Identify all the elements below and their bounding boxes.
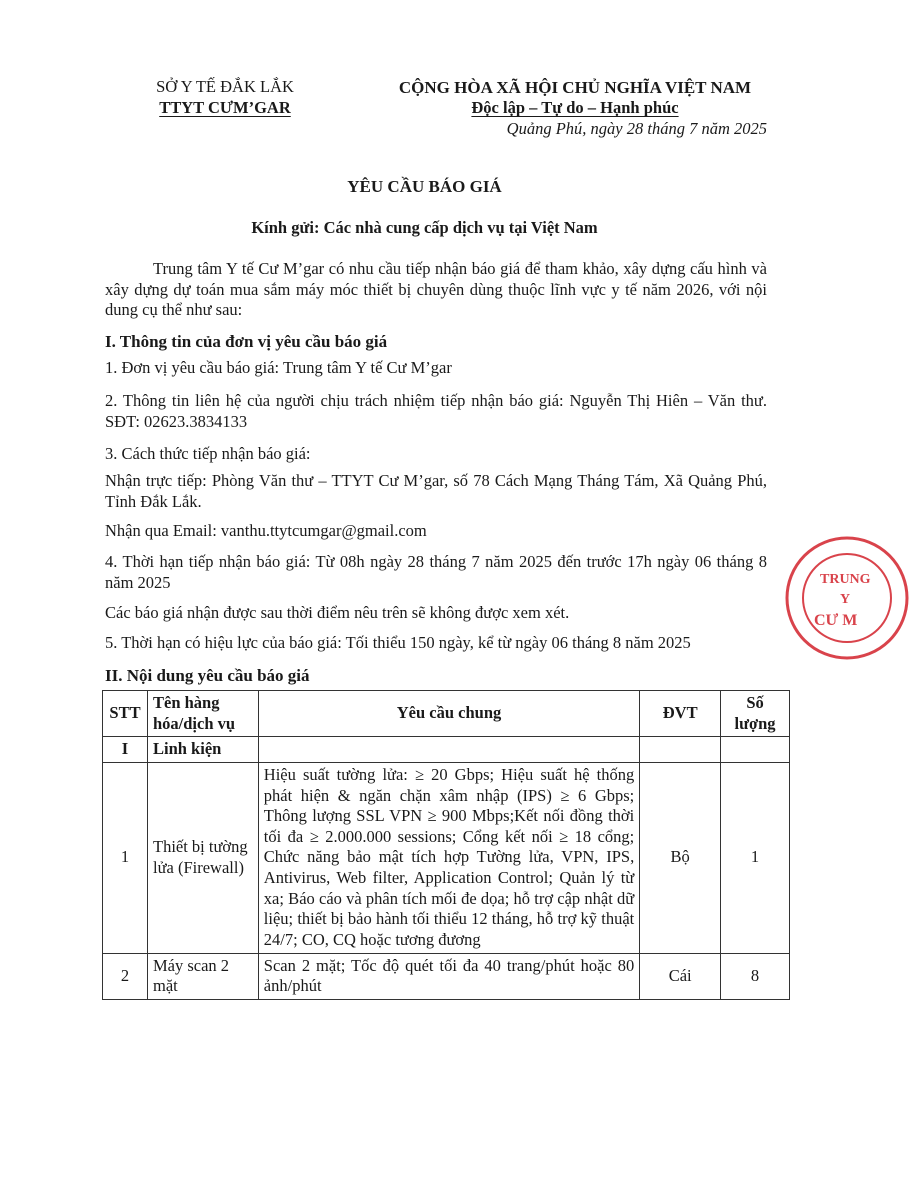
section-1-heading: I. Thông tin của đơn vị yêu cầu báo giá: [105, 332, 388, 351]
header-requirements: Yêu cầu chung: [258, 691, 639, 737]
document-title: YÊU CẦU BÁO GIÁ: [347, 177, 502, 196]
row-name: Thiết bị tường lửa (Firewall): [147, 762, 258, 953]
row-stt: 1: [103, 762, 148, 953]
header-quantity: Số lượng: [721, 691, 790, 737]
intro-paragraph: Trung tâm Y tế Cư M’gar có nhu cầu tiếp nhận báo giá để tham khảo, xây dựng cấu hình và xây dựng dự toán mua sắm máy móc thiết bị chuyên dùng thuộc lĩnh vực y tế năm 2026, với nội dung cụ thể như sau:: [105, 259, 767, 320]
national-motto: [375, 77, 775, 140]
agency-name-text: TTYT CƯM’GAR: [159, 97, 291, 117]
table-group-row: [103, 737, 790, 763]
date-place: Quảng Phú, ngày 28 tháng 7 năm 2025: [506, 118, 767, 138]
quote-request-table: [102, 690, 790, 1000]
agency-name: [110, 98, 340, 119]
group-req-empty: [258, 737, 639, 763]
table-row: [103, 953, 790, 999]
issuing-agency: [110, 77, 340, 118]
row-unit: Cái: [640, 953, 721, 999]
receive-direct: Nhận trực tiếp: Phòng Văn thư – TTYT Cư M’gar, số 78 Cách Mạng Tháng Tám, Xã Quảng Phú, Tỉnh Đắk Lắk.: [105, 471, 767, 511]
deadline-note: Các báo giá nhận được sau thời điểm nêu trên sẽ không được xem xét.: [105, 603, 570, 622]
nation-motto-text: Độc lập – Tự do – Hạnh phúc: [471, 98, 679, 118]
official-seal-stamp: [782, 533, 912, 663]
table-header-row: [103, 691, 790, 737]
row-requirements: Hiệu suất tường lửa: ≥ 20 Gbps; Hiệu suất hệ thống phát hiện & ngăn chặn xâm nhập (IPS) ≥ 6 Gbps; Thông lượng SSL VPN ≥ 900 Mbps;Kết nối đồng thời tối đa ≥ 2.000.000 sessions; Cổng kết nối ≥ 18 cổng; Chức năng bảo mật tích hợp Tường lửa, VPN, IPS, Antivirus, Web filter, Application Control; Quản lý từ xa; Báo cáo và phân tích mối đe dọa; hỗ trợ cập nhật dữ liệu; thiết bị bảo hành tối thiểu 12 tháng, hỗ trợ kỹ thuật 24/7; CO, CQ hoặc tương đương: [258, 762, 639, 953]
row-unit: Bộ: [640, 762, 721, 953]
header-name: Tên hàng hóa/dịch vụ: [147, 691, 258, 737]
group-stt: I: [103, 737, 148, 763]
section-2-heading: II. Nội dung yêu cầu báo giá: [105, 666, 310, 685]
receive-email: Nhận qua Email: vanthu.ttytcumgar@gmail.com: [105, 521, 427, 540]
validity-period: 5. Thời hạn có hiệu lực của báo giá: Tối thiểu 150 ngày, kể từ ngày 06 tháng 8 năm 2025: [105, 633, 691, 652]
agency-parent: SỞ Y TẾ ĐẮK LẮK: [156, 77, 294, 96]
receiving-deadline: 4. Thời hạn tiếp nhận báo giá: Từ 08h ngày 28 tháng 7 năm 2025 đến trước 17h ngày 06 tháng 8 năm 2025: [105, 552, 767, 592]
row-name: Máy scan 2 mặt: [147, 953, 258, 999]
row-stt: 2: [103, 953, 148, 999]
row-quantity: 8: [721, 953, 790, 999]
group-unit-empty: [640, 737, 721, 763]
stamp-text-mid: Y: [840, 592, 851, 607]
receiving-method: 3. Cách thức tiếp nhận báo giá:: [105, 444, 311, 463]
header-unit: ĐVT: [640, 691, 721, 737]
stamp-text-bottom: CƯ M: [814, 612, 858, 629]
contact-info: 2. Thông tin liên hệ của người chịu trách nhiệm tiếp nhận báo giá: Nguyễn Thị Hiên – Văn thư. SĐT: 02623.3834133: [105, 391, 767, 431]
requester-unit: 1. Đơn vị yêu cầu báo giá: Trung tâm Y tế Cư M’gar: [105, 358, 452, 377]
row-requirements: Scan 2 mặt; Tốc độ quét tối đa 40 trang/phút hoặc 80 ảnh/phút: [258, 953, 639, 999]
table-row: [103, 762, 790, 953]
greeting: Kính gửi: Các nhà cung cấp dịch vụ tại Việt Nam: [251, 218, 598, 237]
row-quantity: 1: [721, 762, 790, 953]
nation-title: CỘNG HÒA XÃ HỘI CHỦ NGHĨA VIỆT NAM: [398, 78, 752, 97]
header-stt: STT: [103, 691, 148, 737]
stamp-text-top: TRUNG: [820, 572, 871, 587]
group-qty-empty: [721, 737, 790, 763]
nation-motto: [375, 98, 775, 119]
group-name: Linh kiện: [147, 737, 258, 763]
